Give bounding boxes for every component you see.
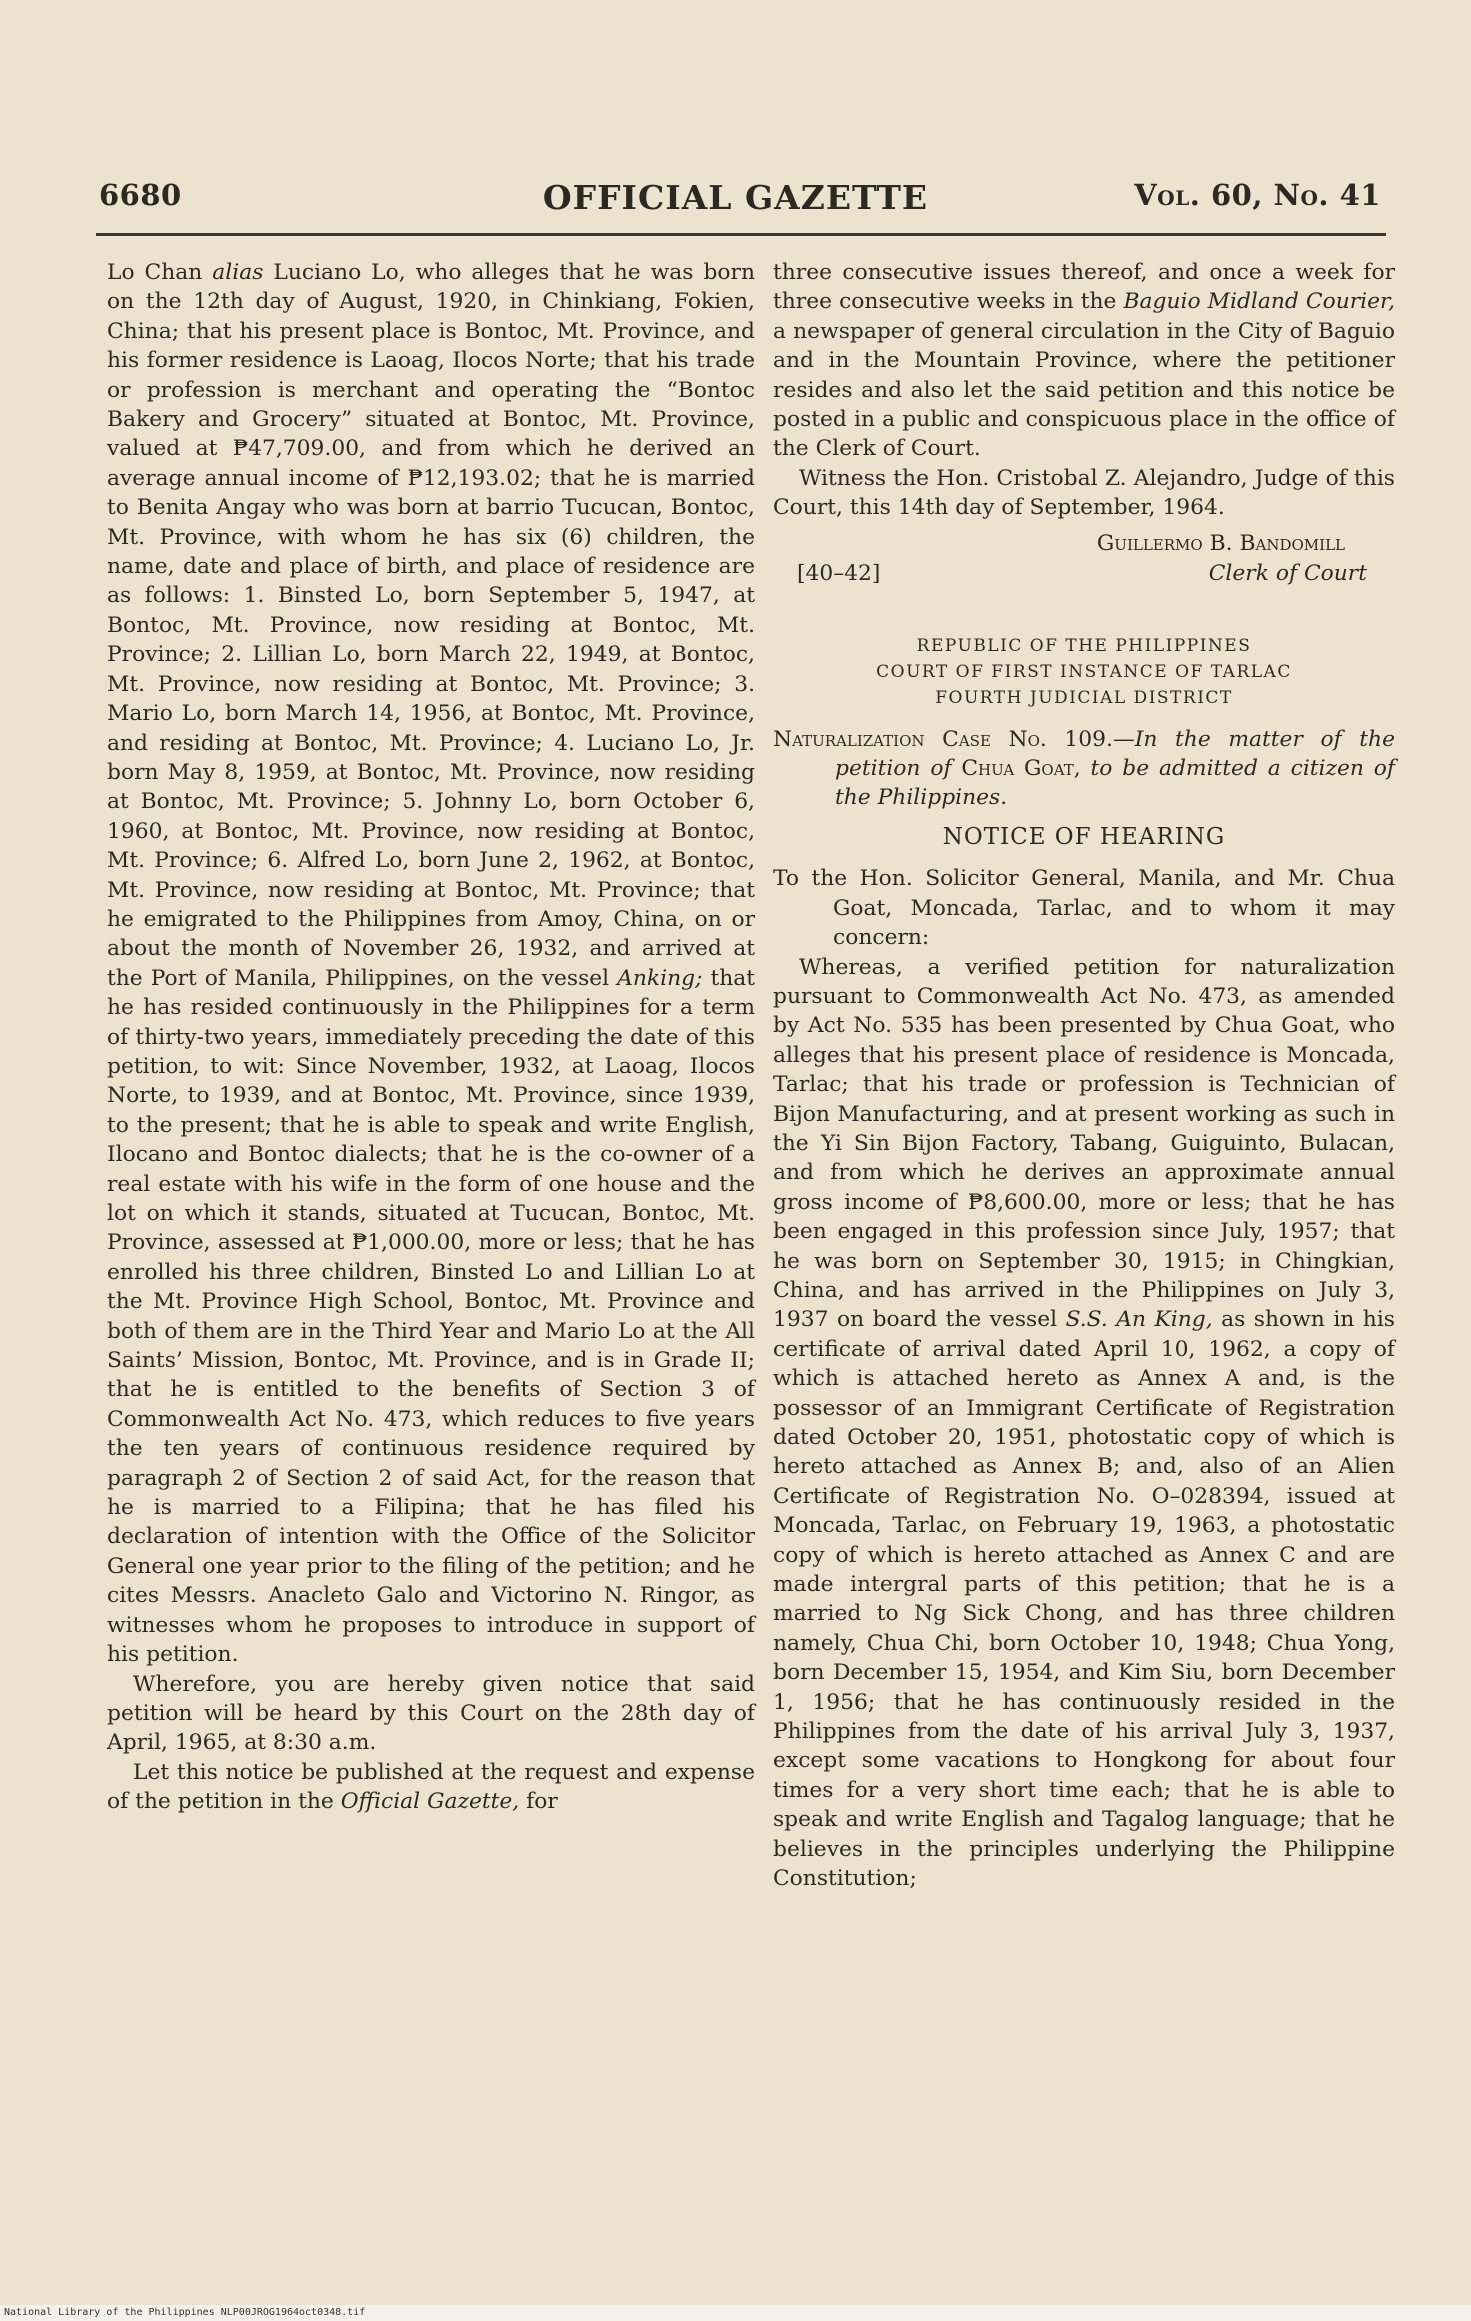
right-column <box>773 258 1395 1894</box>
witness-paragraph: Witness the Hon. Cristobal Z. Alejandro, Judge of this Court, this 14th day of September, 1964. <box>773 465 1395 521</box>
court-line-1: REPUBLIC OF THE PHILIPPINES <box>916 635 1252 656</box>
left-column <box>107 258 755 1817</box>
issue-reference: [40–42] <box>797 560 881 586</box>
page-number: 6680 <box>99 178 182 212</box>
header-rule <box>96 233 1386 236</box>
court-heading <box>773 633 1395 711</box>
volume-number: Vol. 60, No. 41 <box>1134 178 1381 212</box>
publication-paragraph: Let this notice be published at the request and expense of the petition in the Official Gazette, for <box>107 1759 755 1815</box>
addressee-paragraph: To the Hon. Solicitor General, Manila, and Mr. Chua Goat, Moncada, Tarlac, and to whom it may concern: <box>773 866 1395 951</box>
court-line-3: FOURTH JUDICIAL DISTRICT <box>935 687 1233 708</box>
court-line-2: COURT OF FIRST INSTANCE OF TARLAC <box>876 661 1292 682</box>
case-caption: Naturalization Case No. 109.—In the matter of the petition of Chua Goat, to be admitted a citizen of the Philippines. <box>773 726 1395 811</box>
publication-continued: three consecutive issues thereof, and once a week for three consecutive weeks in the Baguio Midland Courier, a newspaper of general circulation in the City of Baguio and in the Mountain Province, where the petitioner resides and also let the said petition and this notice be posted in a public and conspicuous place in the office of the Clerk of Court. <box>773 260 1395 462</box>
notice-title: NOTICE OF HEARING <box>942 823 1226 850</box>
scan-footer: National Library of the Philippines NLP00JROG1964oct0348.tif <box>0 2305 1471 2321</box>
signer-title: Clerk of Court <box>1208 560 1367 586</box>
hearing-paragraph: Wherefore, you are hereby given notice that said petition will be heard by this Court on the 28th day of April, 1965, at 8:30 a.m. <box>107 1671 755 1756</box>
whereas-paragraph: Whereas, a verified petition for naturalization pursuant to Commonwealth Act No. 473, as amended by Act No. 535 has been presented by Chua Goat, who alleges that his present place of residence is Moncada, Tarlac; that his trade or profession is Technician of Bijon Manufacturing, and at present working as such in the Yi Sin Bijon Factory, Tabang, Guiguinto, Bulacan, and from which he derives an approximate annual gross income of ₱8,600.00, more or less; that he has been engaged in this profession since July, 1957; that he was born on September 30, 1915; in Chingkian, China, and has arrived in the Philippines on July 3, 1937 on board the vessel S.S. An King, as shown in his certificate of arrival dated April 10, 1962, a copy of which is attached hereto as Annex A and, is the possessor of an Immigrant Certificate of Registration dated October 20, 1951, photostatic copy of which is hereto attached as Annex B; and, also of an Alien Certificate of Registration No. O–028394, issued at Moncada, Tarlac, on February 19, 1963, a photostatic copy of which is hereto attached as Annex C and are made intergral parts of this petition; that he is a married to Ng Sick Chong, and has three children namely, Chua Chi, born October 10, 1948; Chua Yong, born December 15, 1954, and Kim Siu, born December 1, 1956; that he has continuously resided in the Philippines from the date of his arrival July 3, 1937, except some vacations to Hongkong for about four times for a very short time each; that he is able to speak and write English and Tagalog language; that he believes in the principles underlying the Philippine Constitution; <box>773 954 1395 1892</box>
signer-name: Guillermo B. Bandomill <box>1096 530 1345 556</box>
publication-title: OFFICIAL GAZETTE <box>542 178 929 217</box>
signature-block <box>773 529 1395 589</box>
petition-paragraph: Lo Chan alias Luciano Lo, who alleges that he was born on the 12th day of August, 1920, in Chinkiang, Fokien, China; that his present place is Bontoc, Mt. Province, and his former residence is Laoag, Ilocos Norte; that his trade or profession is merchant and operating the “Bontoc Bakery and Grocery” situated at Bontoc, Mt. Province, valued at ₱47,709.00, and from which he derived an average annual income of ₱12,193.02; that he is married to Benita Angay who was born at barrio Tucucan, Bontoc, Mt. Province, with whom he has six (6) children, the name, date and place of birth, and place of residence are as follows: 1. Binsted Lo, born September 5, 1947, at Bontoc, Mt. Province, now residing at Bontoc, Mt. Province; 2. Lillian Lo, born March 22, 1949, at Bontoc, Mt. Province, now residing at Bontoc, Mt. Province; 3. Mario Lo, born March 14, 1956, at Bontoc, Mt. Province, and residing at Bontoc, Mt. Province; 4. Luciano Lo, Jr. born May 8, 1959, at Bontoc, Mt. Province, now residing at Bontoc, Mt. Province; 5. Johnny Lo, born October 6, 1960, at Bontoc, Mt. Province, now residing at Bontoc, Mt. Province; 6. Alfred Lo, born June 2, 1962, at Bontoc, Mt. Province, now residing at Bontoc, Mt. Province; that he emigrated to the Philippines from Amoy, China, on or about the month of November 26, 1932, and arrived at the Port of Manila, Philippines, on the vessel Anking; that he has resided continuously in the Philippines for a term of thirty-two years, immediately preceding the date of this petition, to wit: Since November, 1932, at Laoag, Ilocos Norte, to 1939, and at Bontoc, Mt. Province, since 1939, to the present; that he is able to speak and write English, Ilocano and Bontoc dialects; that he is the co-owner of a real estate with his wife in the form of one house and the lot on which it stands, situated at Tucucan, Bontoc, Mt. Province, assessed at ₱1,000.00, more or less; that he has enrolled his three children, Binsted Lo and Lillian Lo at the Mt. Province High School, Bontoc, Mt. Province and both of them are in the Third Year and Mario Lo at the All Saints’ Mission, Bontoc, Mt. Province, and is in Grade II; that he is entitled to the benefits of Section 3 of Commonwealth Act No. 473, which reduces to five years the ten years of continuous residence required by paragraph 2 of Section 2 of said Act, for the reason that he is married to a Filipina; that he has filed his declaration of intention with the Office of the Solicitor General one year prior to the filing of the petition; and he cites Messrs. Anacleto Galo and Victorino N. Ringor, as witnesses whom he proposes to introduce in support of his petition. <box>107 260 755 1668</box>
